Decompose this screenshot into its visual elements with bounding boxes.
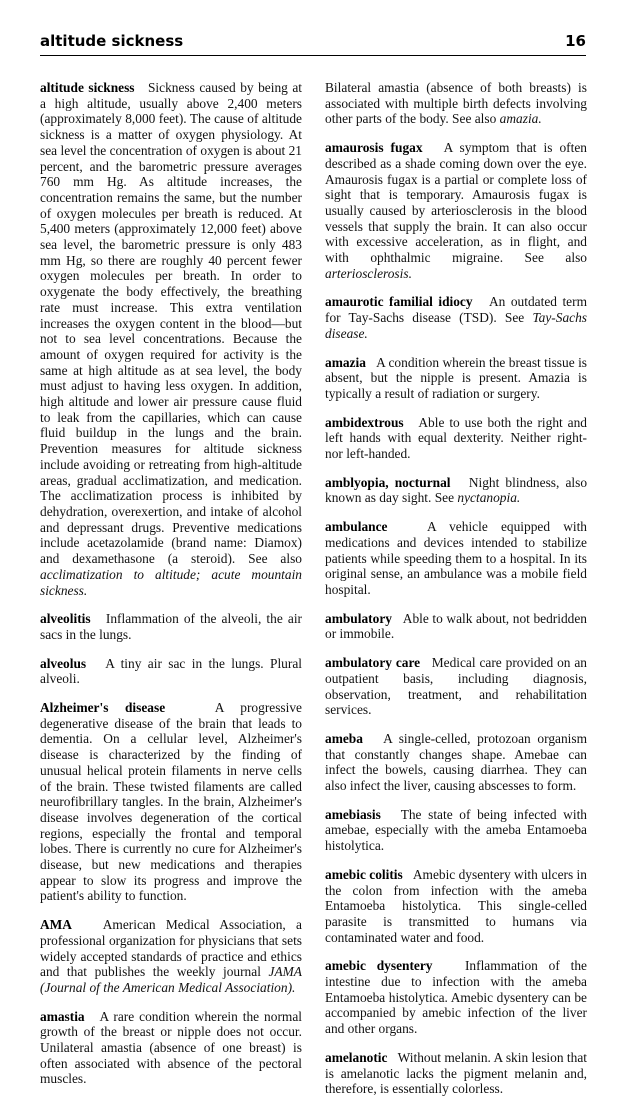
entry-amelanotic [325,1050,587,1097]
entry-term: ambidextrous [325,414,404,430]
entry-definition: Able to walk about, not bedridden or immobile. [325,610,588,642]
entry-definition: Amebic dysentery with ulcers in the colon from infection with the ameba Entamoeba histolytica. This single-celled parasite is transmitted to humans via contaminated water and food. [325,866,587,945]
entry-definition: Without melanin. A skin lesion that is amelanotic lacks the pigment melanin and, therefore, is essentially colorless. [325,1049,587,1097]
entry-term: amazia [325,354,366,370]
entry-amebic-colitis [325,867,587,946]
entry-ama [40,917,302,996]
entry-term: amblyopia, nocturnal [325,474,451,490]
entry-term: ambulatory care [325,655,421,671]
entry-definition: An outdated term for Tay-Sachs disease (TSD). See [325,294,587,326]
entry-ambulatory [325,611,587,642]
entry-definition: A condition wherein the breast tissue is absent, but the nipple is present. Amazia is typically a result of radiation or surgery. [325,354,587,401]
entry-definition: A progressive degenerative disease of the brain that leads to dementia. On a cellular level, Alzheimer's disease is characterized by the finding of unusual helical protein filaments in nerve cells of the brain. These twisted filaments are called neurofibrillary tangles. In the brain, Alzheimer's disease involves degeneration of the cortical regions, especially the frontal and temporal lobes. There is currently no cure for Alzheimer's disease, but new medications and therapies appear to slow its progress and improve the patient's ability to function. [40,700,303,904]
entry-term: altitude sickness [40,80,135,95]
entry-term: alveolitis [40,611,91,627]
entry-amaurosis-fugax [325,140,587,281]
entry-cross-reference: amazia. [499,111,542,127]
entry-definition: A tiny air sac in the lungs. Plural alveoli. [40,655,302,687]
entry-term: amaurotic familial idiocy [325,294,473,310]
entry-cross-reference: Tay-Sachs disease. [325,310,587,341]
entry-term: ambulatory [325,610,392,626]
page-number: 16 [565,32,586,50]
entry-definition: Inflammation of the intestine due to infection with the ameba Entamoeba histolytica. Amebic dysentery can be accompanied by amebic infection of the liver and other organs. [325,958,587,1037]
entry-term: ameba [325,730,363,746]
entry-ambidextrous [325,415,587,462]
entry-amaurotic-familial-idiocy [325,294,587,341]
left-column [40,80,302,1100]
entry-definition: A rare condition wherein the normal growth of the breast or nipple does not occur. Unilateral amastia (absence of one breast) is often associated with absence of the pectoral muscles. [40,1008,302,1087]
entry-definition: Sickness caused by being at a high altitude, usually above 2,400 meters (approximately 8,000 feet). The cause of altitude sickness is a matter of oxygen physiology. At sea level the concentration of oxygen is about 21 percent, and the barometric pressure averages 760 mm Hg. As altitude increases, the concentration remains the same, but the number of oxygen molecules per breath is reduced. At 5,400 meters (approximately 12,000 feet) above sea level, the barometric pressure is only 483 mm Hg, so there are roughly 40 percent fewer oxygen molecules per breath. In order to oxygenate the body effectively, the breathing rate must increase. This extra ventilation increases the oxygen content in the blood—but not to sea level concentrations. Because the amount of oxygen required for activity is the same at high altitude as at sea level, the body must adjust to having less oxygen. In addition, high altitude and lower air pressure cause fluid to leak from the capillaries, which can cause fluid buildup in the lungs and the brain. Prevention measures for altitude sickness include avoiding or retreating from high-altitude areas, gradual acclimatization, and medication. The acclimatization process is inhibited by dehydration, overexertion, and intake of alcohol and depressant drugs. Preventive medications include acetazolamide (brand name: Diamox) and dexamethasone (a steroid). See also [40,80,303,567]
entry-definition: The state of being infected with amebae, especially with the ameba Entamoeba histolytica. [325,806,587,854]
entry-definition: A single-celled, protozoan organism that constantly changes shape. Amebae can infect the bowels, causing diarrhea. They can also infect the liver, causing abscesses to form. [325,730,588,794]
entry-definition: Medical care provided on an outpatient basis, including diagnosis, observation, treatment, and rehabilitation services. [325,655,587,718]
entry-amastia-continued [325,80,587,127]
header-rule [40,55,586,56]
entry-definition: A symptom that is often described as a shade coming down over the eye. Amaurosis fugax is a partial or complete loss of sight that is temporary. Amaurosis fugax is usually caused by arteriosclerosis in the blood vessels that supply the brain. It can also occur with excessive acceleration, as in flight, and with ophthalmic migraine. See also [325,140,587,266]
entry-definition: Able to use both the right and left hands with equal dexterity. Neither right- nor left-handed. [325,414,587,462]
right-column [325,80,587,1110]
entry-amblyopia-nocturnal [325,475,587,506]
page-header [40,30,586,52]
entry-amebiasis [325,807,587,854]
entry-ameba [325,731,587,794]
entry-term: amebic dysentery [325,958,433,974]
entry-term: amebic colitis [325,866,403,882]
entry-term: amastia [40,1008,85,1024]
entry-ambulance [325,519,587,598]
entry-alveolitis [40,611,302,642]
entry-term: amebiasis [325,806,381,822]
entry-definition: Night blindness, also known as day sight. See [325,474,588,506]
entry-altitude-sickness [40,80,302,598]
entry-cross-reference: JAMA (Journal of the American Medical Association). [40,964,302,995]
entry-alveolus [40,656,302,687]
running-head: altitude sickness [40,32,184,50]
entry-term: ambulance [325,519,388,535]
entry-cross-reference: arteriosclerosis. [325,265,412,281]
entry-term: amelanotic [325,1049,388,1065]
entry-alzheimers-disease [40,700,302,904]
entry-definition: A vehicle equipped with medications and devices intended to stabilize patients while speeding them to a hospital. In its original sense, an ambulance was a mobile field hospital. [325,519,588,597]
entry-cross-reference: nyctanopia. [457,490,521,506]
entry-amazia [325,355,587,402]
entry-definition: American Medical Association, a professional organization for physicians that sets widely accepted standards of practice and ethics and that publishes the weekly journal [40,917,302,980]
entry-term: amaurosis fugax [325,140,423,156]
entry-term: alveolus [40,655,87,671]
entry-ambulatory-care [325,655,587,718]
entry-definition: Inflammation of the alveoli, the air sacs in the lungs. [40,611,302,642]
entry-term: Alzheimer's disease [40,700,166,716]
entry-amebic-dysentery [325,958,587,1037]
entry-definition: Bilateral amastia (absence of both breasts) is associated with multiple birth defects involving other parts of the body. See also [325,80,587,127]
entry-amastia [40,1009,302,1088]
entry-cross-reference: acclimatization to altitude; acute mountain sickness. [40,566,302,598]
entry-term: AMA [40,917,72,933]
